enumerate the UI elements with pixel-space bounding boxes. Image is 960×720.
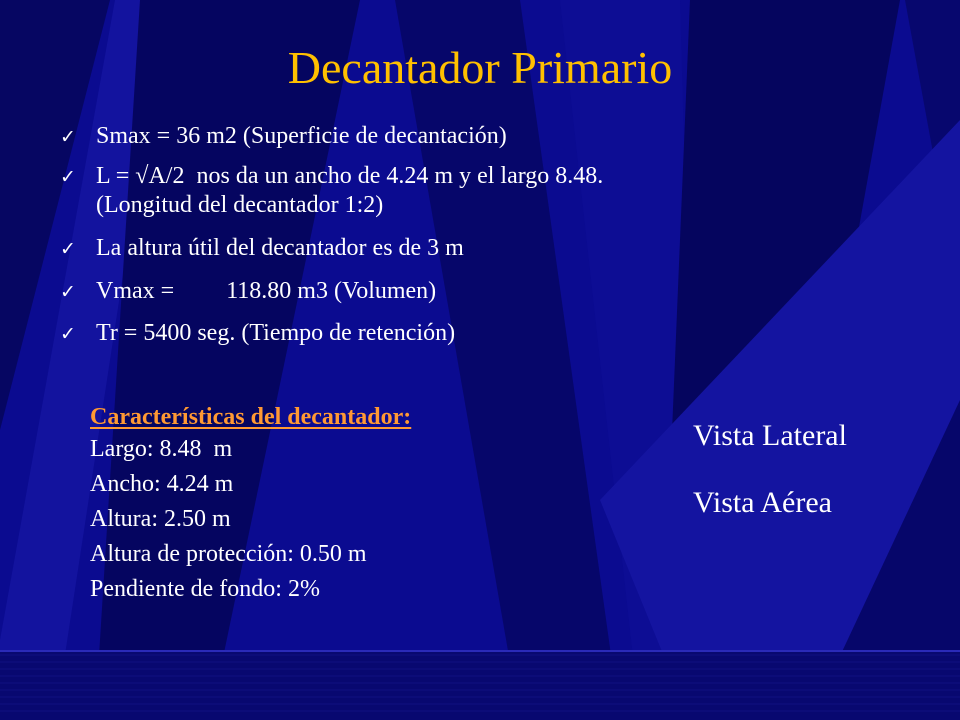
vista-lateral-link[interactable]: Vista Lateral <box>693 419 847 452</box>
bullet-value: 118.80 m3 (Volumen) <box>226 278 437 304</box>
bullet-text: Smax = 36 m2 (Superficie de decantación) <box>96 123 507 149</box>
check-icon: ✓ <box>60 166 76 188</box>
bullet-text: La altura útil del decantador es de 3 m <box>96 235 464 261</box>
bullet-smax <box>60 122 920 151</box>
bullet-label: Vmax = <box>96 278 175 304</box>
characteristic-item: Altura: 2.50 m <box>90 506 231 532</box>
characteristic-item: Pendiente de fondo: 2% <box>90 576 320 602</box>
bullet-retention <box>60 319 920 348</box>
check-icon: ✓ <box>60 238 76 260</box>
vista-aerea-link[interactable]: Vista Aérea <box>693 486 832 519</box>
characteristic-item: Ancho: 4.24 m <box>90 471 234 497</box>
characteristic-item: Altura de protección: 0.50 m <box>90 541 367 567</box>
bullet-height <box>60 234 920 263</box>
bullet-text: Tr = 5400 seg. (Tiempo de retención) <box>96 320 456 346</box>
check-icon: ✓ <box>60 126 76 148</box>
check-icon: ✓ <box>60 323 76 345</box>
bullet-text-line1: L = √A/2 nos da un ancho de 4.24 m y el largo 8.48. <box>96 163 604 189</box>
bullet-volume <box>60 277 920 306</box>
check-icon: ✓ <box>60 281 76 303</box>
characteristic-item: Largo: 8.48 m <box>90 436 233 462</box>
bullet-length <box>60 162 920 220</box>
slide-title: Decantador Primario <box>287 42 673 93</box>
bullet-text-line2: (Longitud del decantador 1:2) <box>96 192 384 218</box>
bullet-list <box>60 122 920 348</box>
characteristics-block <box>90 402 411 607</box>
characteristics-heading: Características del decantador: <box>90 404 412 430</box>
